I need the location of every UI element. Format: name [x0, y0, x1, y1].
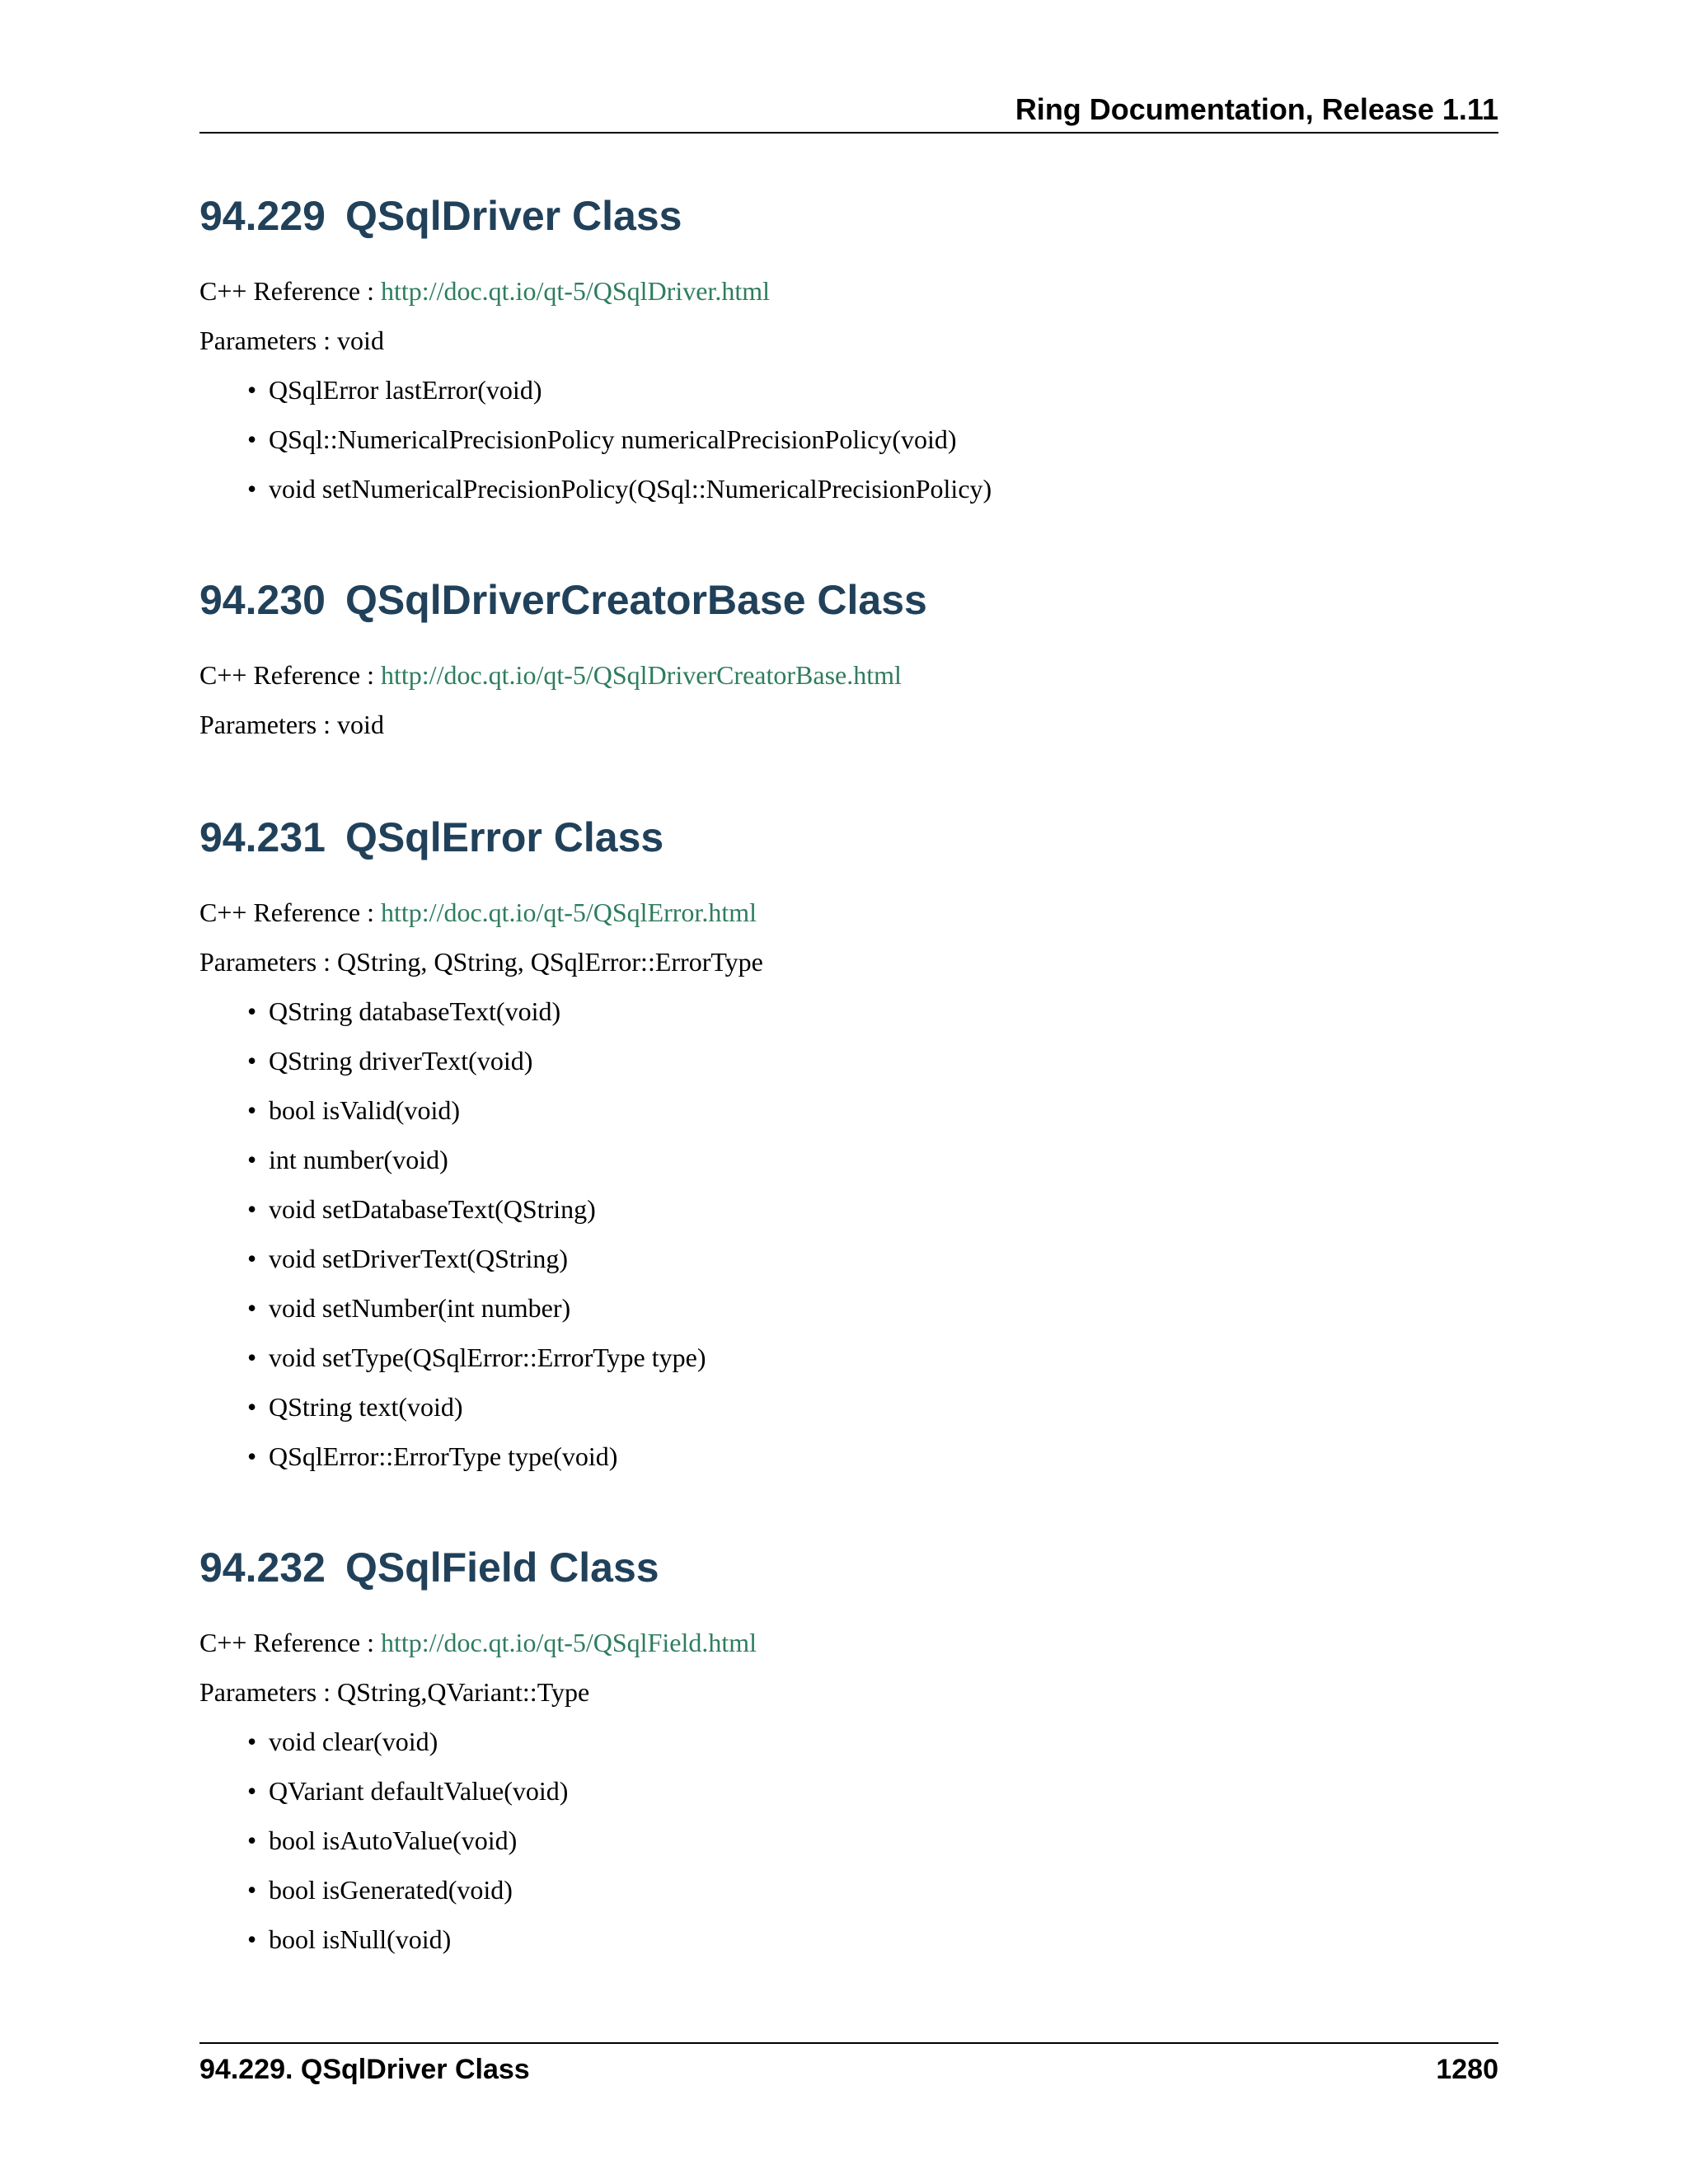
section-heading — [199, 808, 1498, 867]
bullet-icon: • — [247, 1095, 257, 1125]
bullet-icon: • — [247, 424, 257, 454]
section-qsqldriver — [199, 186, 1498, 521]
method-signature: void setDatabaseText(QString) — [269, 1194, 596, 1224]
reference-label: C++ Reference : — [199, 660, 381, 690]
section-title: QSqlDriver Class — [345, 193, 682, 239]
page-header — [199, 89, 1498, 134]
method-signature: bool isGenerated(void) — [269, 1875, 513, 1905]
reference-link[interactable]: http://doc.qt.io/qt-5/QSqlError.html — [381, 898, 757, 927]
bullet-icon: • — [247, 1825, 257, 1855]
method-signature: void setNumber(int number) — [269, 1293, 571, 1323]
method-signature: QSqlError lastError(void) — [269, 375, 542, 405]
section-heading — [199, 570, 1498, 630]
bullet-icon: • — [247, 1343, 257, 1372]
method-signature: QSql::NumericalPrecisionPolicy numericalPrecisionPolicy(void) — [269, 424, 957, 454]
section-number: 94.229 — [199, 193, 326, 239]
method-signature: bool isNull(void) — [269, 1924, 452, 1954]
section-qsqldrivercreatorbase — [199, 570, 1498, 758]
method-list — [199, 1724, 1498, 1957]
method-signature: QSqlError::ErrorType type(void) — [269, 1441, 618, 1471]
list-item — [244, 994, 1498, 1029]
reference-link[interactable]: http://doc.qt.io/qt-5/QSqlDriver.html — [381, 276, 770, 306]
section-heading — [199, 1538, 1498, 1597]
method-signature: bool isAutoValue(void) — [269, 1825, 518, 1855]
parameters: Parameters : QString, QString, QSqlError::ErrorType — [199, 947, 763, 977]
method-signature: QString driverText(void) — [269, 1046, 533, 1076]
method-signature: QVariant defaultValue(void) — [269, 1776, 569, 1806]
section-qsqlfield — [199, 1538, 1498, 1957]
list-item — [244, 1093, 1498, 1127]
parameters: Parameters : QString,QVariant::Type — [199, 1677, 590, 1707]
section-number: 94.230 — [199, 577, 326, 623]
bullet-icon: • — [247, 1392, 257, 1422]
bullet-icon: • — [247, 996, 257, 1026]
bullet-icon: • — [247, 1776, 257, 1806]
cpp-reference — [199, 274, 1498, 308]
bullet-icon: • — [247, 1145, 257, 1174]
bullet-icon: • — [247, 375, 257, 405]
reference-link[interactable]: http://doc.qt.io/qt-5/QSqlField.html — [381, 1628, 757, 1657]
list-item — [244, 471, 1498, 506]
bullet-icon: • — [247, 1875, 257, 1905]
bullet-icon: • — [247, 474, 257, 504]
footer-section-label: 94.229. QSqlDriver Class — [199, 2054, 530, 2085]
bullet-icon: • — [247, 1046, 257, 1076]
list-item — [244, 1922, 1498, 1957]
list-item — [244, 1241, 1498, 1276]
list-item — [244, 1142, 1498, 1177]
method-signature: int number(void) — [269, 1145, 448, 1174]
list-item — [244, 1043, 1498, 1078]
page-footer — [199, 2042, 1498, 2093]
section-number: 94.231 — [199, 814, 326, 860]
section-number: 94.232 — [199, 1544, 326, 1591]
list-item — [244, 1774, 1498, 1808]
parameters: Parameters : void — [199, 710, 384, 739]
section-qsqlerror — [199, 808, 1498, 1488]
bullet-icon: • — [247, 1924, 257, 1954]
section-title: QSqlError Class — [345, 814, 664, 860]
bullet-icon: • — [247, 1194, 257, 1224]
section-title: QSqlField Class — [345, 1544, 659, 1591]
method-signature: void clear(void) — [269, 1727, 438, 1756]
reference-link[interactable]: http://doc.qt.io/qt-5/QSqlDriverCreatorBase.html — [381, 660, 902, 690]
cpp-reference — [199, 658, 1498, 692]
list-item — [244, 1439, 1498, 1474]
section-heading — [199, 186, 1498, 246]
page-content — [199, 186, 1498, 1971]
bullet-icon: • — [247, 1727, 257, 1756]
method-signature: bool isValid(void) — [269, 1095, 460, 1125]
list-item — [244, 373, 1498, 407]
list-item — [244, 1724, 1498, 1759]
reference-label: C++ Reference : — [199, 1628, 381, 1657]
cpp-reference — [199, 1625, 1498, 1660]
list-item — [244, 1872, 1498, 1907]
page-number: 1280 — [1436, 2054, 1498, 2085]
list-item — [244, 422, 1498, 457]
parameters: Parameters : void — [199, 326, 384, 355]
method-signature: void setType(QSqlError::ErrorType type) — [269, 1343, 706, 1372]
method-signature: void setNumericalPrecisionPolicy(QSql::NumericalPrecisionPolicy) — [269, 474, 992, 504]
bullet-icon: • — [247, 1441, 257, 1471]
reference-label: C++ Reference : — [199, 276, 381, 306]
reference-label: C++ Reference : — [199, 898, 381, 927]
list-item — [244, 1291, 1498, 1325]
bullet-icon: • — [247, 1293, 257, 1323]
list-item — [244, 1390, 1498, 1424]
method-list — [199, 373, 1498, 506]
section-title: QSqlDriverCreatorBase Class — [345, 577, 927, 623]
method-signature: void setDriverText(QString) — [269, 1244, 569, 1273]
list-item — [244, 1340, 1498, 1375]
method-list — [199, 994, 1498, 1474]
list-item — [244, 1192, 1498, 1226]
document-title: Ring Documentation, Release 1.11 — [1015, 92, 1498, 126]
list-item — [244, 1823, 1498, 1858]
cpp-reference — [199, 895, 1498, 930]
method-signature: QString text(void) — [269, 1392, 463, 1422]
method-signature: QString databaseText(void) — [269, 996, 561, 1026]
bullet-icon: • — [247, 1244, 257, 1273]
